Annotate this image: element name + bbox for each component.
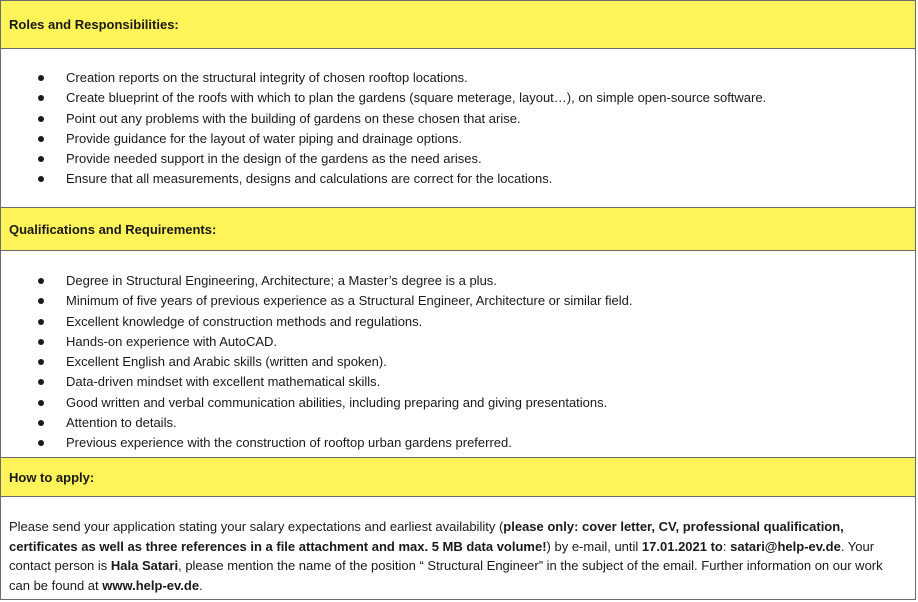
bullet-icon — [38, 136, 44, 142]
list-item — [1, 271, 915, 291]
list-item — [1, 352, 915, 372]
qualifications-list — [1, 271, 915, 454]
qualifications-heading-text: Qualifications and Requirements: — [9, 221, 217, 237]
list-item-text: Previous experience with the construction of rooftop urban gardens preferred. — [66, 435, 512, 451]
bullet-icon — [38, 440, 44, 446]
apply-text-1: Please send your application stating your salary expectations and earliest availability ( — [9, 519, 504, 534]
bullet-icon — [38, 400, 44, 406]
bullet-icon — [38, 278, 44, 284]
list-item-text: Minimum of five years of previous experience as a Structural Engineer, Architecture or similar field. — [66, 293, 633, 309]
list-item-text: Hands-on experience with AutoCAD. — [66, 333, 278, 349]
list-item — [1, 68, 915, 88]
list-item-text: Good written and verbal communication abilities, including preparing and giving presentations. — [66, 394, 608, 410]
list-item — [1, 169, 915, 189]
qualifications-section — [1, 251, 915, 457]
apply-text-6: . — [199, 577, 203, 593]
list-item — [1, 413, 915, 433]
apply-section — [1, 497, 915, 601]
bullet-icon — [38, 339, 44, 345]
list-item — [1, 129, 915, 149]
apply-heading-text: How to apply: — [9, 469, 95, 485]
bullet-icon — [38, 176, 44, 182]
list-item-text: Ensure that all measurements, designs and calculations are correct for the locations. — [66, 171, 553, 187]
apply-text-4: . Your contact person is — [9, 538, 875, 573]
list-item — [1, 88, 915, 108]
list-item-text: Provide guidance for the layout of water piping and drainage options. — [66, 130, 463, 146]
qualifications-heading — [1, 207, 915, 251]
apply-contact-person: Hala Satari — [110, 558, 179, 573]
list-item — [1, 109, 915, 129]
bullet-icon — [38, 359, 44, 365]
apply-text-2: ) by e-mail, until — [546, 538, 642, 554]
apply-paragraph — [1, 517, 915, 595]
list-item — [1, 372, 915, 392]
bullet-icon — [38, 95, 44, 101]
apply-text-3: : — [722, 538, 731, 554]
apply-text-5: , please mention the name of the position “ Structural Engineer” in the subject of the email. Further information on our work can be found at — [9, 558, 883, 593]
list-item — [1, 393, 915, 413]
list-item-text: Data-driven mindset with excellent mathematical skills. — [66, 374, 381, 390]
bullet-icon — [38, 116, 44, 122]
bullet-icon — [38, 298, 44, 304]
list-item-text: Excellent English and Arabic skills (written and spoken). — [66, 354, 387, 370]
roles-heading — [1, 1, 915, 49]
list-item-text: Point out any problems with the building of gardens on these chosen that arise. — [66, 110, 521, 126]
bullet-icon — [38, 75, 44, 81]
list-item — [1, 332, 915, 352]
bullet-icon — [38, 420, 44, 426]
list-item-text: Create blueprint of the roofs with which to plan the gardens (square meterage, layout…), on simple open-source software. — [66, 90, 767, 106]
apply-website: www.help-ev.de — [102, 577, 200, 593]
bullet-icon — [38, 379, 44, 385]
list-item-text: Excellent knowledge of construction methods and regulations. — [66, 313, 423, 329]
roles-list — [1, 68, 915, 190]
list-item-text: Creation reports on the structural integrity of chosen rooftop locations. — [66, 70, 468, 85]
apply-requirements-bold: please only: cover letter, CV, professional qualification, certificates as well as three references in a file attachment and max. 5 MB data volume! — [9, 519, 844, 554]
roles-heading-text: Roles and Responsibilities: — [9, 17, 179, 32]
list-item — [1, 291, 915, 311]
apply-deadline: 17.01.2021 to — [641, 538, 723, 554]
list-item — [1, 433, 915, 453]
list-item — [1, 149, 915, 169]
apply-heading — [1, 457, 915, 497]
list-item-text: Attention to details. — [66, 415, 177, 431]
bullet-icon — [38, 319, 44, 325]
list-item — [1, 312, 915, 332]
list-item-text: Provide needed support in the design of the gardens as the need arises. — [66, 151, 482, 167]
list-item-text: Degree in Structural Engineering, Architecture; a Master’s degree is a plus. — [66, 273, 497, 288]
apply-email: satari@help-ev.de — [730, 538, 841, 554]
bullet-icon — [38, 156, 44, 162]
roles-section — [1, 49, 915, 207]
